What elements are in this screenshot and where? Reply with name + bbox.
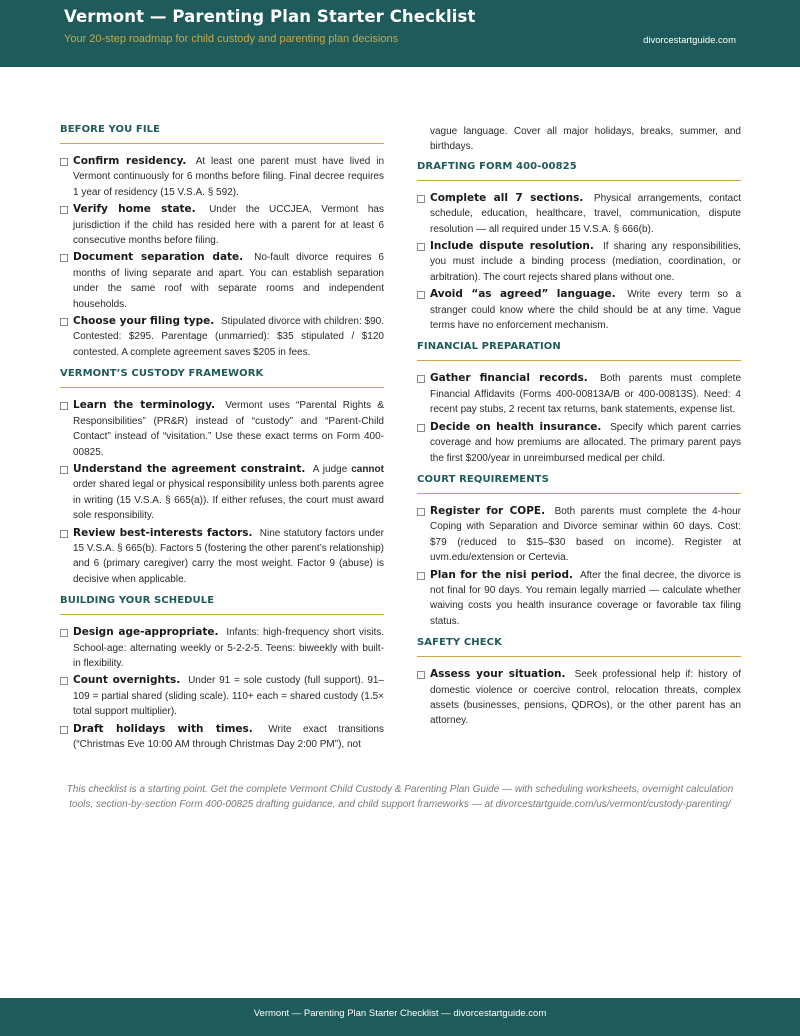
- checklist-item: [60, 154, 384, 200]
- checklist-item: [60, 462, 384, 524]
- item-text: Write every term so a stranger could know where the child should be at any time. Vague terms have no enforcement mechanism.: [430, 289, 742, 332]
- item-text: Both parents must complete Financial Affidavits (Forms 400-00813A/B or 400-00813S). Need: 4 recent pay stubs, 2 recent tax returns, bank statements, expense list.: [430, 373, 741, 416]
- section-building-schedule: [60, 595, 384, 752]
- checkbox[interactable]: [417, 375, 425, 383]
- page-title: Vermont — Parenting Plan Starter Checklist: [64, 7, 476, 26]
- checkbox[interactable]: [60, 726, 68, 734]
- checklist-item: [60, 673, 384, 719]
- checkbox[interactable]: [417, 671, 425, 679]
- item-heading: Complete all 7 sections.: [430, 191, 584, 204]
- checklist-item: [417, 568, 741, 630]
- section-title: DRAFTING FORM 400-00825: [417, 161, 741, 181]
- item-text: Write exact transitions (“Christmas Eve 10:00 AM through Christmas Day 2:00 PM”), not: [73, 723, 384, 750]
- section-drafting-form: [417, 161, 741, 334]
- item-heading: Assess your situation.: [430, 668, 566, 681]
- checkbox[interactable]: [60, 466, 68, 474]
- section-title: SAFETY CHECK: [417, 637, 741, 657]
- checkbox[interactable]: [417, 424, 425, 432]
- item-text: Vermont uses “Parental Rights & Responsibilities” (PR&R) instead of “custody” and “Parent-Child Contact” instead of “visitation.” Use these exact terms on Form 400-00825.: [73, 400, 384, 458]
- checkbox[interactable]: [60, 530, 68, 538]
- page-footer: [0, 998, 800, 1036]
- checkbox[interactable]: [60, 158, 68, 166]
- checklist-item: [60, 250, 384, 312]
- right-column: [417, 124, 741, 731]
- checklist-item: [60, 314, 384, 360]
- checklist-item: [417, 287, 741, 333]
- item-heading: Decide on health insurance.: [430, 420, 602, 433]
- checklist-item: [60, 625, 384, 671]
- item-heading: Confirm residency.: [73, 155, 187, 167]
- item-text: Nine statutory factors under 15 V.S.A. § 665(b). Factors 5 (fostering the other parent’s relationship) and 6 (primary caregiver) carry the most weight. Factor 9 (abuse) is decisive when applicable.: [73, 527, 385, 585]
- checkbox[interactable]: [60, 402, 68, 410]
- checkbox[interactable]: [417, 291, 425, 299]
- checkbox[interactable]: [60, 629, 68, 637]
- item-text: Stipulated divorce with children: $90. Contested: $295. Parentage (unmarried): $35 stipulated / $120 contested. A complete agreement saves $205 in fees.: [73, 316, 384, 358]
- checklist-item: [417, 371, 741, 417]
- item-text: Seek professional help if: history of domestic violence or coercive control, relocation threats, complex assets (businesses, pensions, QDROs), or the other parent has an attorney.: [430, 669, 741, 727]
- item-heading: Register for COPE.: [430, 504, 546, 517]
- header-site-link[interactable]: divorcestartguide.com: [643, 35, 736, 46]
- item-text: After the final decree, the divorce is not final for 90 days. You remain legally married — calculate whether waiving costs you health insurance coverage or favorable tax filing status.: [430, 569, 741, 627]
- item-heading: Learn the terminology.: [73, 399, 216, 412]
- checklist-item: [417, 239, 741, 285]
- checkbox[interactable]: [60, 254, 68, 262]
- item-heading: Avoid “as agreed” language.: [430, 288, 616, 301]
- item-heading: Design age-appropriate.: [73, 626, 219, 639]
- checklist-item: [417, 504, 741, 566]
- checklist-item: [60, 398, 384, 460]
- item-text: If sharing any responsibilities, you must include a binding process (mediation, coordination, or arbitration). The court rejects shared plans without one.: [430, 241, 741, 283]
- checkbox[interactable]: [417, 572, 425, 580]
- item-text: At least one parent must have lived in Vermont continuously for 6 months before filing. Final decree requires 1 year of residency (15 V.S.A. § 592).: [73, 156, 385, 198]
- section-title: BEFORE YOU FILE: [60, 124, 384, 144]
- item-heading: Include dispute resolution.: [430, 240, 594, 253]
- footer-text: Vermont — Parenting Plan Starter Checklist — divorcestartguide.com: [253, 1008, 547, 1019]
- item-heading: Review best-interests factors.: [73, 526, 253, 539]
- section-title: COURT REQUIREMENTS: [417, 474, 741, 494]
- item-heading: Understand the agreement constraint.: [73, 462, 306, 475]
- checklist-item: [60, 202, 384, 248]
- checkbox[interactable]: [417, 243, 425, 251]
- item-heading: Plan for the nisi period.: [430, 568, 573, 581]
- item-text: Infants: high-frequency short visits. School-age: alternating weekly or 5-2-2-5. Teens: biweekly with built-in flexibility.: [73, 627, 384, 669]
- checkbox[interactable]: [417, 195, 425, 203]
- checkbox[interactable]: [60, 206, 68, 214]
- item-text: Physical arrangements, contact schedule, education, healthcare, travel, communication, dispute resolution — all required under 15 V.S.A. § 666(b).: [430, 192, 742, 235]
- section-financial-preparation: [417, 341, 741, 465]
- left-column: [60, 124, 384, 754]
- emphasis-text: cannot: [351, 463, 384, 475]
- checkbox[interactable]: [417, 508, 425, 516]
- item-text: A judge: [312, 463, 352, 475]
- item-text: Under the UCCJEA, Vermont has jurisdiction if the child has resided here with a parent for at least 6 consecutive months before filing.: [73, 204, 384, 247]
- item-heading: Count overnights.: [73, 674, 181, 687]
- item-text: order shared legal or physical responsibility unless both parents agree in writing (15 V.S.A. § 665(a)). If either refuses, the court must award sole responsibility.: [73, 479, 384, 522]
- page-subtitle: Your 20-step roadmap for child custody and parenting plan decisions: [64, 33, 399, 45]
- checklist-item: [60, 526, 384, 588]
- continued-text: vague language. Cover all major holidays, breaks, summer, and birthdays.: [430, 126, 741, 153]
- section-court-requirements: [417, 474, 741, 629]
- checkbox[interactable]: [60, 677, 68, 685]
- item-text: Specify which parent carries coverage and how premiums are allocated. The primary parent pays the first $200/year in unreimbursed medical per child.: [430, 421, 742, 464]
- checklist-item: [60, 722, 384, 753]
- section-before-you-file: [60, 124, 384, 360]
- item-heading: Document separation date.: [73, 251, 244, 264]
- page-header: [0, 0, 800, 67]
- checkbox[interactable]: [60, 318, 68, 326]
- section-title: VERMONT’S CUSTODY FRAMEWORK: [60, 368, 384, 388]
- item-heading: Verify home state.: [73, 203, 196, 216]
- checklist-item: [417, 420, 741, 466]
- section-custody-framework: [60, 368, 384, 587]
- footnote: This checklist is a starting point. Get the complete Vermont Child Custody & Parenting Plan Guide — with scheduling worksheets, overnight calculation tools, section-by-section Form 400-00825 drafting guidance, and child support frameworks — at divorcestartguide.com/us/vermont/custody-parenting/: [66, 784, 734, 810]
- section-safety-check: [417, 637, 741, 729]
- section-title: BUILDING YOUR SCHEDULE: [60, 595, 384, 615]
- checklist-item: [417, 667, 741, 729]
- checklist-item: [417, 191, 741, 237]
- item-text: Both parents must complete the 4-hour Coping with Separation and Divorce seminar within 60 days. Cost: $79 (reduced to $15–$30 based on income). Register at uvm.edu/extension or Certevia.: [430, 505, 742, 564]
- item-heading: Gather financial records.: [430, 372, 588, 385]
- item-text: Under 91 = sole custody (full support). 91–109 = partial shared (sliding scale). 110+ each = shared custody (1.5× total support multiplier).: [73, 675, 385, 718]
- section-title: FINANCIAL PREPARATION: [417, 341, 741, 361]
- item-heading: Draft holidays with times.: [73, 722, 253, 735]
- item-text: No-fault divorce requires 6 months of living separate and apart. You can establish separation under the same roof with separate rooms and independent households.: [73, 252, 384, 310]
- item-heading: Choose your filing type.: [73, 315, 215, 328]
